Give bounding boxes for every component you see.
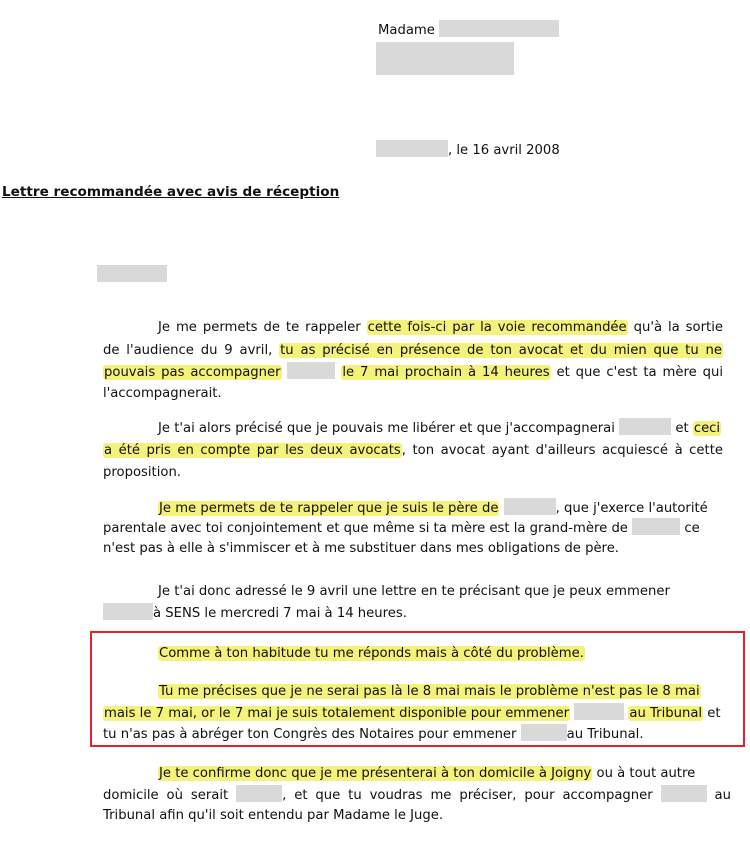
p6-line2: mais le 7 mai, or le 7 mai je suis totalement disponible pour emmener au Tribunal et bbox=[103, 703, 721, 723]
p1-line2: de l'audience du 9 avril, tu as précisé en présence de ton avocat et du mien que tu ne bbox=[103, 343, 722, 358]
p4-line2: à SENS le mercredi 7 mai à 14 heures. bbox=[103, 603, 407, 623]
p7-line1: Je te confirme donc que je me présenterai à ton domicile à Joigny ou à tout autre bbox=[159, 766, 696, 781]
redacted-child bbox=[287, 362, 335, 379]
redacted-child bbox=[619, 418, 671, 435]
p3-line3: n'est pas à elle à s'immiscer et à me substituer dans mes obligations de père. bbox=[103, 541, 619, 556]
p1-line1: Je me permets de te rappeler cette fois-ci par la voie recommandée qu'à la sortie bbox=[158, 320, 723, 335]
p4-line1: Je t'ai donc adressé le 9 avril une lettre en te précisant que je peux emmener bbox=[158, 584, 670, 599]
recipient-name bbox=[378, 20, 559, 38]
p7-line3: Tribunal afin qu'il soit entendu par Madame le Juge. bbox=[103, 808, 444, 823]
p3-line1: Je me permets de te rappeler que je suis le père de , que j'exerce l'autorité bbox=[158, 498, 708, 518]
redacted-child bbox=[103, 603, 153, 620]
p2-line2: a été pris en compte par les deux avocats, ton avocat ayant d'ailleurs acquiescé à cette bbox=[104, 443, 723, 458]
letter-date: , le 16 avril 2008 bbox=[376, 140, 560, 158]
redacted-child bbox=[521, 724, 567, 741]
redacted-city bbox=[376, 140, 448, 157]
redacted-child bbox=[661, 785, 707, 802]
redacted-child bbox=[574, 703, 624, 720]
p1-line4: l'accompagnerait. bbox=[103, 386, 222, 401]
p5-line1: Comme à ton habitude tu me réponds mais à côté du problème. bbox=[159, 646, 584, 661]
p2-line1: Je t'ai alors précisé que je pouvais me libérer et que j'accompagnerai et ceci bbox=[158, 418, 721, 438]
p7-line2: domicile où serait , et que tu voudras me préciser, pour accompagner au bbox=[103, 785, 731, 805]
letter-subject: Lettre recommandée avec avis de réception bbox=[2, 184, 340, 200]
redacted-child bbox=[632, 518, 680, 535]
p3-line2: parentale avec toi conjointement et que même si ta mère est la grand-mère de ce bbox=[103, 518, 700, 538]
redacted-address bbox=[376, 42, 514, 75]
p1-line3: pouvais pas accompagner le 7 mai prochain à 14 heures et que c'est ta mère qui bbox=[103, 362, 723, 382]
p2-line3: proposition. bbox=[103, 465, 181, 480]
p6-line1: Tu me précises que je ne serai pas là le 8 mai mais le problème n'est pas le 8 mai bbox=[159, 684, 700, 699]
redacted-salutation bbox=[97, 265, 167, 282]
recipient-title: Madame bbox=[378, 23, 435, 38]
redacted-child bbox=[236, 785, 282, 802]
redacted-name bbox=[439, 20, 559, 37]
p6-line3: tu n'as pas à abréger ton Congrès des Notaires pour emmener au Tribunal. bbox=[103, 724, 644, 744]
redacted-child bbox=[504, 498, 556, 515]
